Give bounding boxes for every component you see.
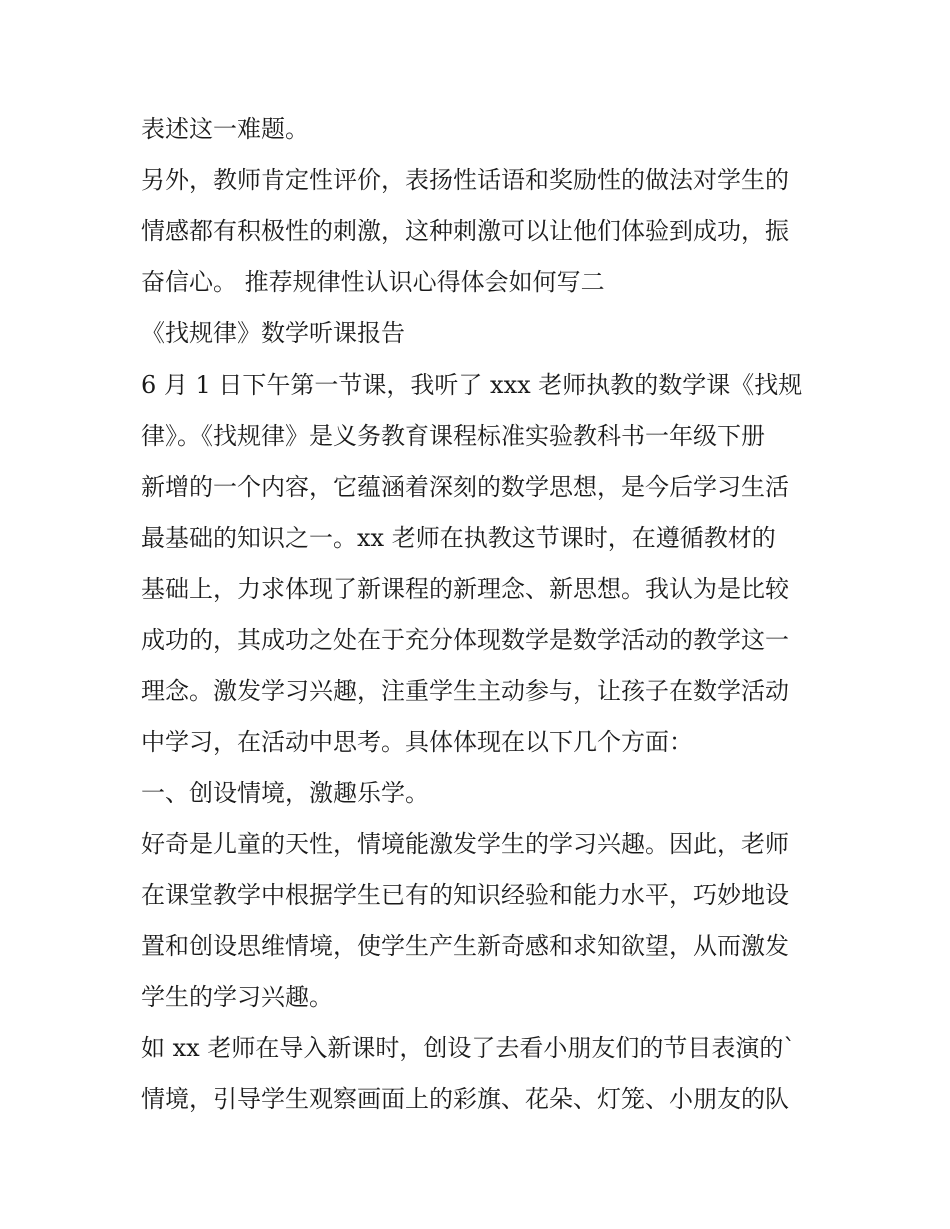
text-line: 成功的，其成功之处在于充分体现数学是数学活动的教学这一: [141, 626, 789, 654]
text-line: 如 xx 老师在导入新课时，创设了去看小朋友们的节目表演的`: [141, 1034, 796, 1062]
text-line: 6 月 1 日下午第一节课，我听了 xxx 老师执教的数学课《找规: [141, 371, 803, 399]
text-line: 理念。激发学习兴趣，注重学生主动参与，让孩子在数学活动: [141, 677, 789, 705]
text-line: 另外，教师肯定性评价，表扬性话语和奖励性的做法对学生的: [141, 166, 789, 194]
text-line: 中学习，在活动中思考。具体体现在以下几个方面：: [141, 728, 693, 756]
text-line: 情感都有积极性的刺激，这种刺激可以让他们体验到成功，振: [141, 217, 789, 245]
text-line: 奋信心。 推荐规律性认识心得体会如何写二: [141, 268, 605, 296]
text-line: 表述这一难题。: [141, 115, 309, 143]
text-line: 置和创设思维情境，使学生产生新奇感和求知欲望，从而激发: [141, 932, 789, 960]
text-line: 新增的一个内容，它蕴涵着深刻的数学思想，是今后学习生活: [141, 473, 789, 501]
section-heading: 一、创设情境，激趣乐学。: [141, 779, 429, 807]
section-title: 《找规律》数学听课报告: [141, 319, 405, 347]
text-line: 最基础的知识之一。xx 老师在执教这节课时，在遵循教材的: [141, 524, 776, 552]
text-line: 好奇是儿童的天性，情境能激发学生的学习兴趣。因此，老师: [141, 830, 789, 858]
text-line: 学生的学习兴趣。: [141, 983, 333, 1011]
text-line: 在课堂教学中根据学生已有的知识经验和能力水平，巧妙地设: [141, 881, 789, 909]
text-line: 律》。《找规律》是义务教育课程标准实验教科书一年级下册: [141, 422, 765, 450]
text-line: 情境，引导学生观察画面上的彩旗、花朵、灯笼、小朋友的队: [141, 1085, 789, 1113]
text-line: 基础上，力求体现了新课程的新理念、新思想。我认为是比较: [141, 575, 789, 603]
